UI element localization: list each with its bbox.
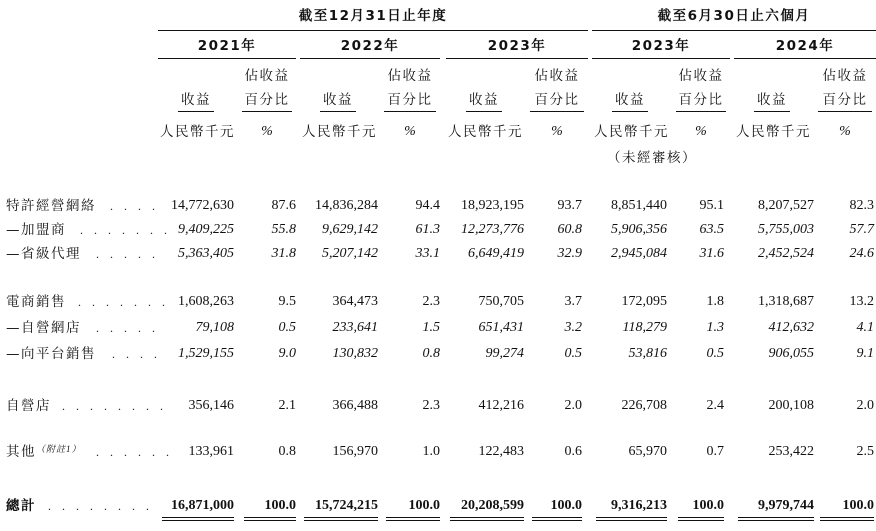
revenue-cell-2023: 20,208,599 [461,498,524,513]
row-leader-dots: . . . . [110,199,159,213]
revenue-header-2024-h1: 收益 [757,92,787,108]
pct-cell-2021: 55.8 [271,222,296,237]
period-2021: 2021年 [197,38,257,54]
header-six-months: 截至6月30日止六個月 [657,8,811,24]
total-double-underline-pct-2023 [532,520,582,521]
rule-revenue-header-2021 [178,111,214,112]
revenue-cell-2024-h1: 5,755,003 [758,222,814,237]
unit-pct-2022: % [404,124,416,139]
pct-header-line1-2021: 佔收益 [244,68,290,84]
pct-cell-2024-h1: 57.7 [849,222,874,237]
pct-cell-2024-h1: 2.5 [856,444,874,459]
row-label: 電商銷售 [6,294,66,310]
pct-cell-2022: 1.5 [422,320,440,335]
unit-revenue-2024-h1: 人民幣千元 [736,124,811,140]
revenue-cell-2023-h1: 65,970 [628,444,667,459]
row-label: —自營網店 [6,320,81,336]
pct-cell-2023-h1: 31.6 [699,246,724,261]
revenue-cell-2021: 133,961 [188,444,234,459]
pct-cell-2021: 0.8 [278,444,296,459]
pct-cell-2023-h1: 0.7 [706,444,724,459]
pct-cell-2023: 100.0 [550,498,582,513]
unit-revenue-2023: 人民幣千元 [448,124,523,140]
revenue-cell-2022: 130,832 [332,346,378,361]
row-label: 特許經營網絡 [6,198,96,214]
pct-header-line1-2023: 佔收益 [534,68,580,84]
total-double-underline-revenue-2024-h1 [738,520,814,521]
period-2024-h1: 2024年 [775,38,835,54]
pct-cell-2023-h1: 95.1 [699,198,724,213]
revenue-cell-2024-h1: 253,422 [768,444,814,459]
pct-cell-2021: 9.0 [278,346,296,361]
rule-period-2022 [300,58,440,59]
pct-cell-2022: 2.3 [422,294,440,309]
pct-cell-2023: 3.2 [564,320,582,335]
header-full-year: 截至12月31日止年度 [298,8,448,24]
pct-cell-2023-h1: 0.5 [706,346,724,361]
unaudited-note: （未經審核） [607,150,697,166]
revenue-cell-2021: 79,108 [195,320,234,335]
revenue-cell-2023: 99,274 [485,346,524,361]
rule-period-2023 [446,58,588,59]
pct-cell-2023: 2.0 [564,398,582,413]
revenue-cell-2023-h1: 118,279 [622,320,667,335]
revenue-cell-2023: 651,431 [478,320,524,335]
pct-cell-2023: 0.5 [564,346,582,361]
pct-cell-2021: 2.1 [278,398,296,413]
revenue-header-2021: 收益 [181,92,211,108]
row-leader-dots: . . . . . [96,321,159,335]
pct-cell-2024-h1: 24.6 [849,246,874,261]
rule-period-2021 [158,58,296,59]
revenue-cell-2022: 5,207,142 [322,246,378,261]
revenue-cell-2021: 16,871,000 [171,498,234,513]
total-double-underline-pct-2021 [244,520,296,521]
total-double-underline-revenue-2022 [304,520,378,521]
revenue-cell-2023-h1: 2,945,084 [611,246,667,261]
pct-cell-2021: 0.5 [278,320,296,335]
pct-header-line2-2023: 百分比 [534,92,580,108]
revenue-cell-2022: 15,724,215 [315,498,378,513]
pct-cell-2023-h1: 100.0 [692,498,724,513]
revenue-cell-2021: 1,608,263 [178,294,234,309]
total-double-underline-revenue-2021 [162,520,234,521]
period-2022: 2022年 [340,38,400,54]
total-underline-pct-2022 [386,517,440,518]
pct-header-line2-2021: 百分比 [244,92,290,108]
row-leader-dots: . . . . . . . . [48,499,153,513]
revenue-cell-2021: 9,409,225 [178,222,234,237]
total-double-underline-revenue-2023-h1 [596,520,667,521]
pct-header-line2-2023-h1: 百分比 [678,92,724,108]
row-leader-dots: . . . . . . [96,445,173,459]
revenue-cell-2023-h1: 226,708 [621,398,667,413]
rule-period-2023-h1 [592,58,730,59]
rule-pct-header-2024-h1 [818,111,872,112]
revenue-cell-2023-h1: 53,816 [628,346,667,361]
row-leader-dots: . . . . . . . [80,223,171,237]
pct-header-line2-2022: 百分比 [387,92,433,108]
total-underline-revenue-2023-h1 [596,517,667,518]
rule-pct-header-2021 [242,111,292,112]
row-label: 其他 [6,444,36,460]
revenue-cell-2021: 5,363,405 [178,246,234,261]
row-label: —省級代理 [6,246,81,262]
total-underline-pct-2023-h1 [678,517,724,518]
unit-pct-2021: % [261,124,273,139]
pct-cell-2021: 100.0 [264,498,296,513]
revenue-cell-2023-h1: 8,851,440 [611,198,667,213]
revenue-cell-2023: 750,705 [478,294,524,309]
rule-revenue-header-2023-h1 [612,111,648,112]
rule-pct-header-2022 [384,111,436,112]
pct-cell-2022: 0.8 [422,346,440,361]
pct-cell-2023-h1: 63.5 [699,222,724,237]
row-label: —向平台銷售 [6,346,96,362]
revenue-cell-2023: 6,649,419 [468,246,524,261]
revenue-cell-2022: 233,641 [332,320,378,335]
rule-revenue-header-2022 [320,111,356,112]
revenue-cell-2021: 1,529,155 [178,346,234,361]
pct-header-line1-2023-h1: 佔收益 [678,68,724,84]
pct-cell-2024-h1: 13.2 [849,294,874,309]
pct-cell-2023: 60.8 [557,222,582,237]
pct-cell-2022: 94.4 [415,198,440,213]
unit-pct-2024-h1: % [839,124,851,139]
row-leader-dots: . . . . . [96,247,159,261]
unit-revenue-2022: 人民幣千元 [302,124,377,140]
revenue-cell-2024-h1: 9,979,744 [758,498,814,513]
pct-cell-2024-h1: 100.0 [842,498,874,513]
row-footnote-ref: （附註1） [36,444,82,454]
pct-cell-2021: 87.6 [271,198,296,213]
unit-pct-2023-h1: % [695,124,707,139]
revenue-cell-2021: 14,772,630 [171,198,234,213]
rule-pct-header-2023-h1 [676,111,726,112]
pct-cell-2023-h1: 2.4 [706,398,724,413]
row-label: 自營店 [6,398,51,414]
unit-revenue-2023-h1: 人民幣千元 [594,124,669,140]
total-underline-revenue-2022 [304,517,378,518]
rule-pct-header-2023 [530,111,584,112]
pct-cell-2024-h1: 2.0 [856,398,874,413]
total-underline-revenue-2021 [162,517,234,518]
pct-cell-2022: 33.1 [415,246,440,261]
pct-header-line2-2024-h1: 百分比 [822,92,868,108]
revenue-cell-2024-h1: 906,055 [768,346,814,361]
total-double-underline-revenue-2023 [450,520,524,521]
revenue-cell-2022: 366,488 [332,398,378,413]
total-underline-pct-2024-h1 [820,517,874,518]
revenue-cell-2024-h1: 8,207,527 [758,198,814,213]
pct-cell-2022: 1.0 [422,444,440,459]
revenue-cell-2022: 156,970 [332,444,378,459]
revenue-cell-2023-h1: 9,316,213 [611,498,667,513]
revenue-header-2023: 收益 [469,92,499,108]
revenue-cell-2024-h1: 2,452,524 [758,246,814,261]
row-leader-dots: . . . . [112,347,161,361]
pct-cell-2023: 93.7 [557,198,582,213]
revenue-header-2022: 收益 [323,92,353,108]
pct-cell-2023-h1: 1.8 [706,294,724,309]
total-double-underline-pct-2023-h1 [678,520,724,521]
row-label: —加盟商 [6,222,66,238]
rule-group-full-year [158,30,588,31]
pct-cell-2022: 100.0 [408,498,440,513]
total-double-underline-pct-2022 [386,520,440,521]
period-2023-h1: 2023年 [631,38,691,54]
pct-cell-2023: 0.6 [564,444,582,459]
revenue-cell-2022: 14,836,284 [315,198,378,213]
row-leader-dots: . . . . . . . [78,295,169,309]
revenue-cell-2023: 18,923,195 [461,198,524,213]
revenue-cell-2023: 12,273,776 [461,222,524,237]
pct-cell-2024-h1: 9.1 [856,346,874,361]
pct-cell-2022: 61.3 [415,222,440,237]
revenue-cell-2024-h1: 1,318,687 [758,294,814,309]
pct-cell-2021: 31.8 [271,246,296,261]
revenue-cell-2024-h1: 200,108 [768,398,814,413]
pct-cell-2022: 2.3 [422,398,440,413]
pct-cell-2024-h1: 4.1 [856,320,874,335]
rule-revenue-header-2023 [466,111,502,112]
pct-cell-2024-h1: 82.3 [849,198,874,213]
row-label: 總計 [6,498,36,514]
unit-pct-2023: % [551,124,563,139]
pct-cell-2023: 3.7 [564,294,582,309]
revenue-cell-2023: 122,483 [478,444,524,459]
total-underline-revenue-2024-h1 [738,517,814,518]
revenue-cell-2021: 356,146 [188,398,234,413]
revenue-cell-2023-h1: 172,095 [621,294,667,309]
pct-header-line1-2022: 佔收益 [387,68,433,84]
rule-period-2024-h1 [734,58,876,59]
total-underline-pct-2021 [244,517,296,518]
revenue-cell-2024-h1: 412,632 [768,320,814,335]
revenue-cell-2023-h1: 5,906,356 [611,222,667,237]
rule-group-six-months [592,30,876,31]
pct-header-line1-2024-h1: 佔收益 [822,68,868,84]
revenue-cell-2022: 9,629,142 [322,222,378,237]
rule-revenue-header-2024-h1 [754,111,790,112]
unit-revenue-2021: 人民幣千元 [160,124,235,140]
revenue-header-2023-h1: 收益 [615,92,645,108]
period-2023: 2023年 [487,38,547,54]
total-underline-pct-2023 [532,517,582,518]
total-double-underline-pct-2024-h1 [820,520,874,521]
pct-cell-2023-h1: 1.3 [706,320,724,335]
row-leader-dots: . . . . . . . . [62,399,167,413]
pct-cell-2023: 32.9 [557,246,582,261]
pct-cell-2021: 9.5 [278,294,296,309]
revenue-cell-2023: 412,216 [478,398,524,413]
revenue-cell-2022: 364,473 [332,294,378,309]
total-underline-revenue-2023 [450,517,524,518]
